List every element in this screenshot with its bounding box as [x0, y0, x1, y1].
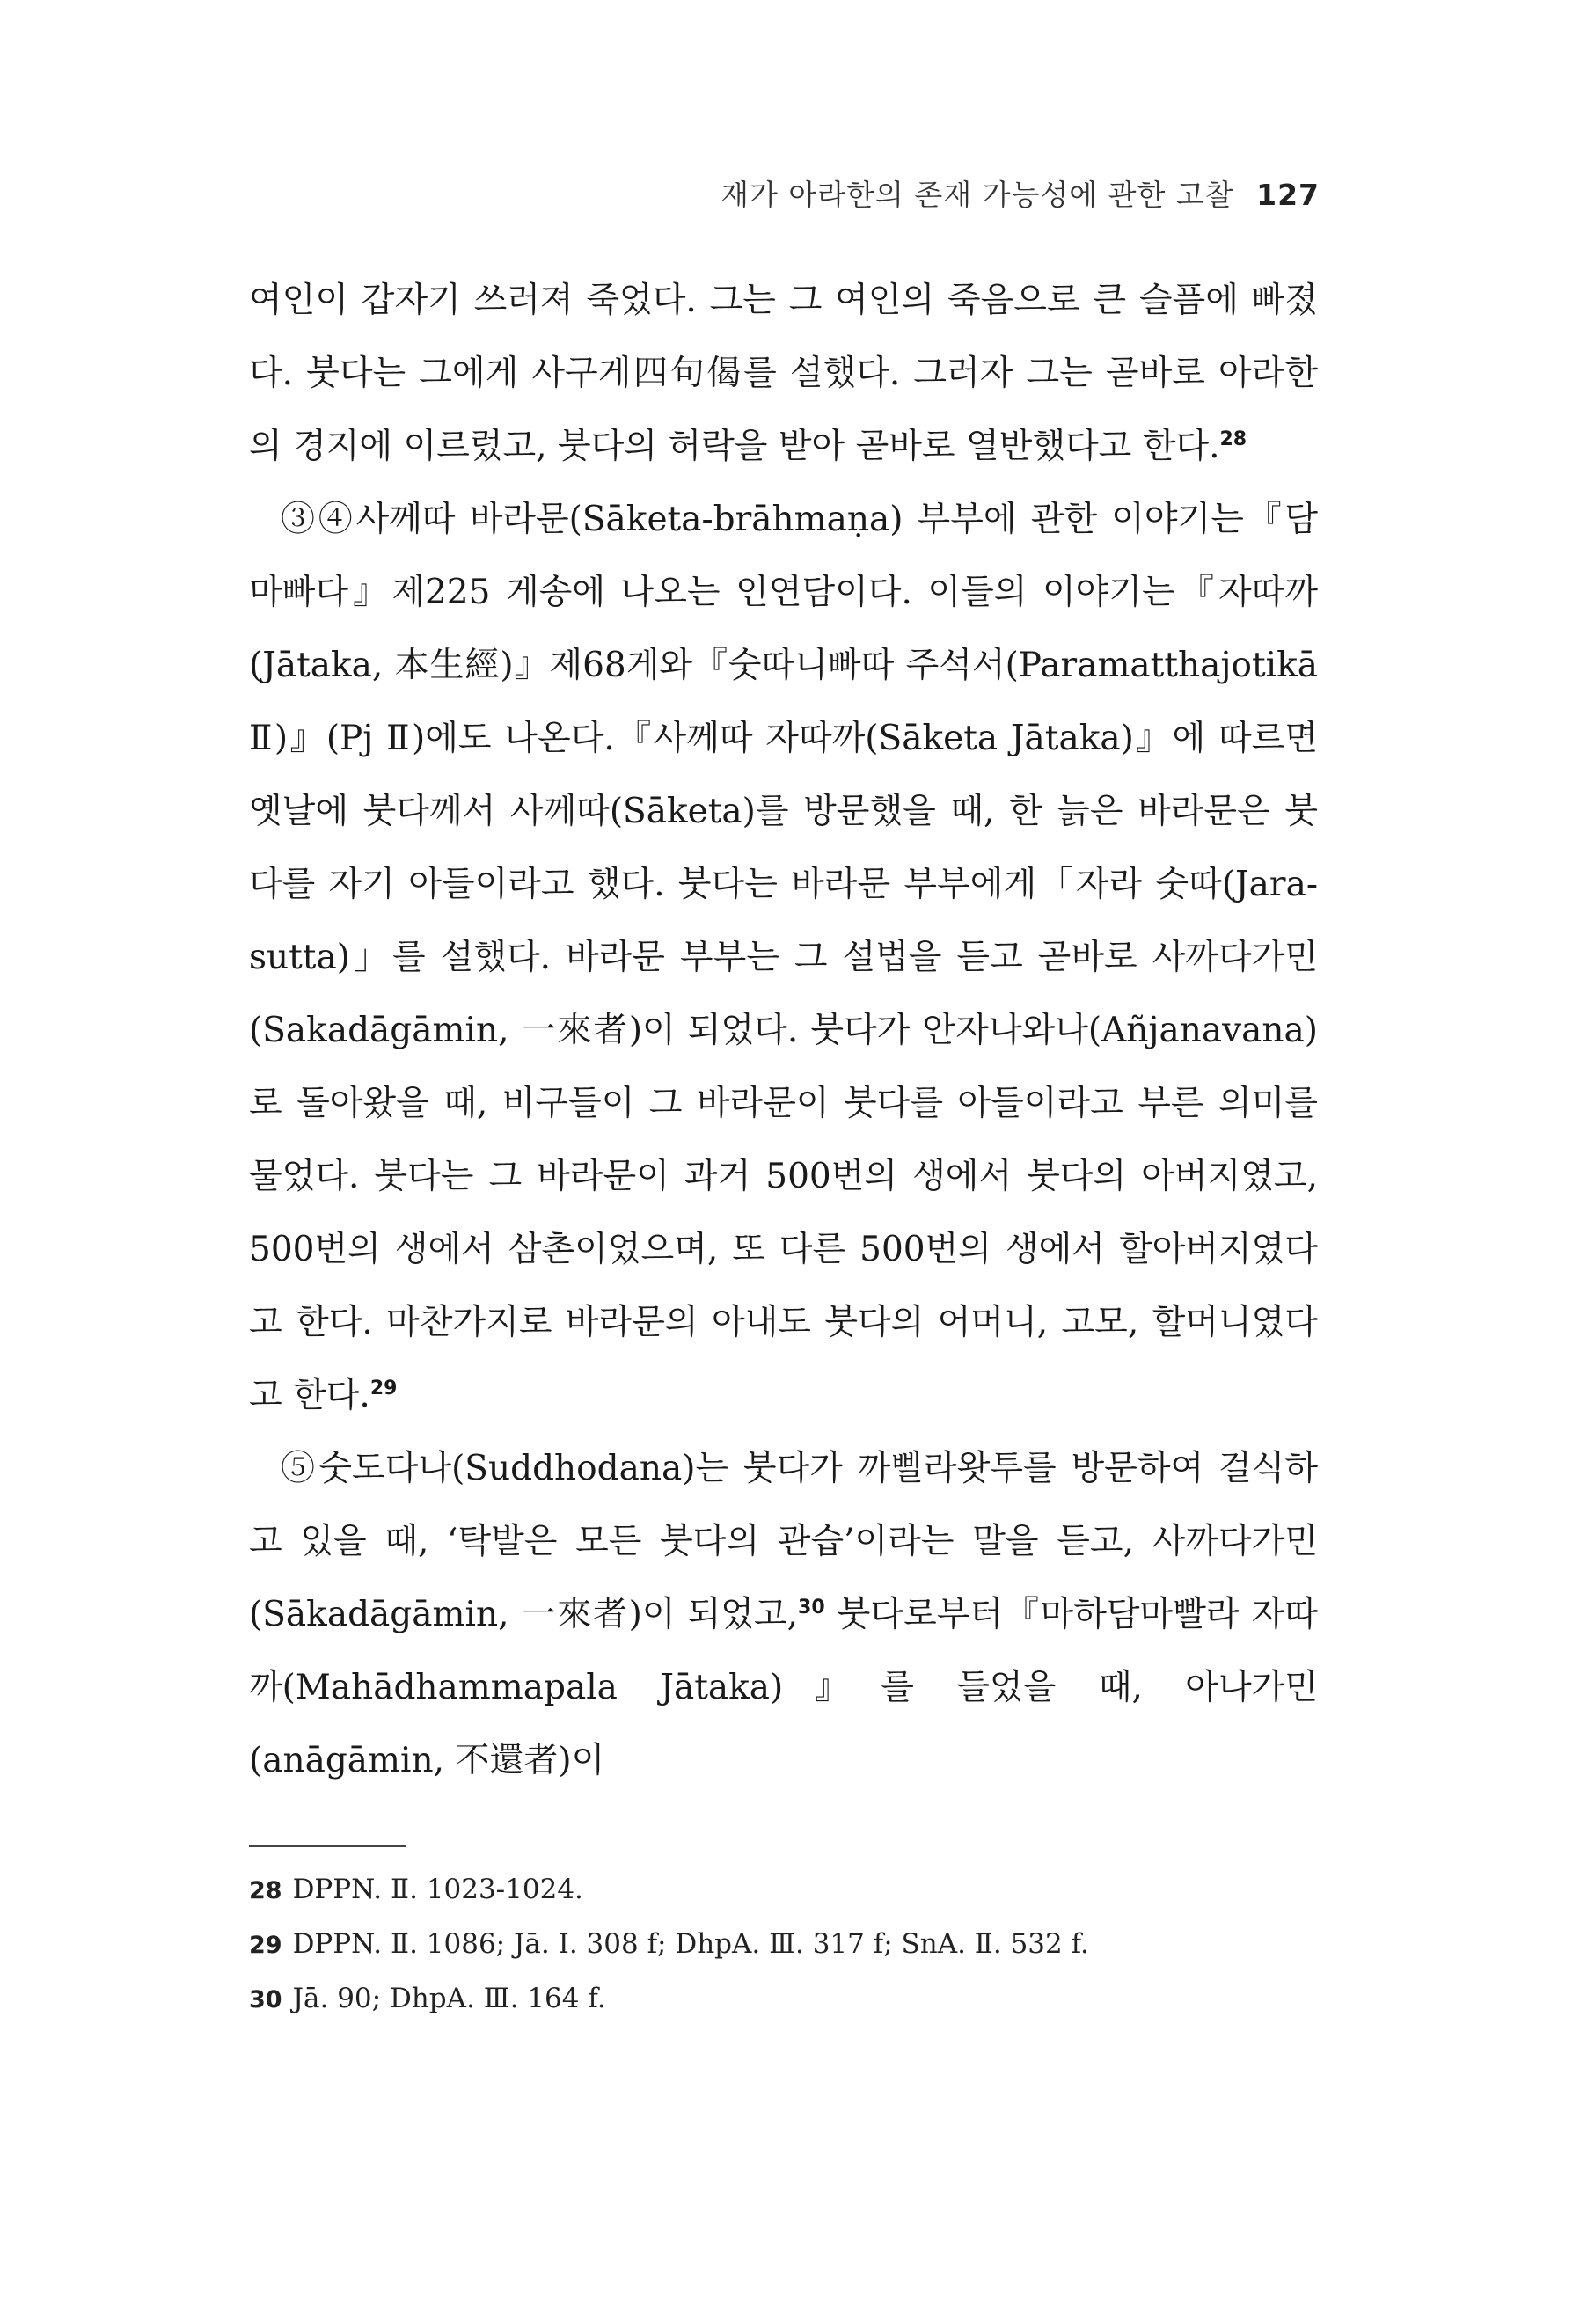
footnote-text: DPPN. Ⅱ. 1086; Jā. Ⅰ. 308 f; DhpA. Ⅲ. 317 f; SnA. Ⅱ. 532 f.: [292, 1928, 1089, 1960]
paragraph-3: [249, 1432, 1318, 1797]
footnote-28: [249, 1863, 1318, 1918]
running-title: 재가 아라한의 존재 가능성에 관한 고찰: [721, 178, 1234, 212]
paragraph-1-text: 여인이 갑자기 쓰러져 죽었다. 그는 그 여인의 죽음으로 큰 슬픔에 빠졌다. 붓다는 그에게 사구게四句偈를 설했다. 그러자 그는 곧바로 아라한의 경지에 이르렀고, 붓다의 허락을 받아 곧바로 열반했다고 한다.: [249, 281, 1318, 466]
running-header: [721, 172, 1320, 214]
footnote-number: 29: [249, 1932, 282, 1959]
footnote-ref-28: 28: [1219, 428, 1247, 450]
paragraph-2: [249, 483, 1318, 1432]
footnote-number: 30: [249, 1986, 282, 2013]
footnote-text: DPPN. Ⅱ. 1023-1024.: [292, 1874, 583, 1905]
paragraph-3-text-before: ⑤숫도다나(Suddhodana)는 붓다가 까삘라왓투를 방문하여 걸식하고 있을 때, ‘탁발은 모든 붓다의 관습’이라는 말을 듣고, 사까다가민(Sākadāgāmin, 一來者)이 되었고,: [249, 1449, 1318, 1634]
footnotes: [249, 1863, 1318, 2027]
paragraph-1: [249, 264, 1318, 483]
footnote-29: [249, 1918, 1318, 1972]
footnote-ref-29: 29: [369, 1378, 398, 1400]
page-number: 127: [1256, 178, 1320, 212]
footnote-ref-30: 30: [798, 1597, 825, 1619]
footnote-30: [249, 1972, 1318, 2027]
footnote-rule: [249, 1845, 406, 1847]
footnote-number: 28: [249, 1877, 282, 1904]
paragraph-2-text: ③④사께따 바라문(Sāketa-brāhmaṇa) 부부에 관한 이야기는『담마빠다』제225 게송에 나오는 인연담이다. 이들의 이야기는『자따까(Jātaka, 本生經)』제68게와『숫따니빠따 주석서(Paramatthajotikā Ⅱ)』(Pj Ⅱ)에도 나온다.『사께따 자따까(Sāketa Jātaka)』에 따르면 옛날에 붓다께서 사께따(Sāketa)를 방문했을 때, 한 늙은 바라문은 붓다를 자기 아들이라고 했다. 붓다는 바라문 부부에게「자라 숫따(Jara-sutta)」를 설했다. 바라문 부부는 그 설법을 듣고 곧바로 사까다가민(Sakadāgāmin, 一來者)이 되었다. 붓다가 안자나와나(Añjanavana)로 돌아왔을 때, 비구들이 그 바라문이 붓다를 아들이라고 부른 의미를 물었다. 붓다는 그 바라문이 과거 500번의 생에서 붓다의 아버지였고, 500번의 생에서 삼촌이었으며, 또 다른 500번의 생에서 할아버지였다고 한다. 마찬가지로 바라문의 아내도 붓다의 어머니, 고모, 할머니였다고 한다.: [249, 500, 1318, 1415]
paragraph-3-text-after: 붓다로부터『마하담마빨라 자따까(Mahādhammapala Jātaka)』를 들었을 때, 아나가민(anāgāmin, 不還者)이: [249, 1595, 1318, 1780]
body-text: [249, 264, 1318, 1797]
footnote-text: Jā. 90; DhpA. Ⅲ. 164 f.: [292, 1983, 606, 2014]
